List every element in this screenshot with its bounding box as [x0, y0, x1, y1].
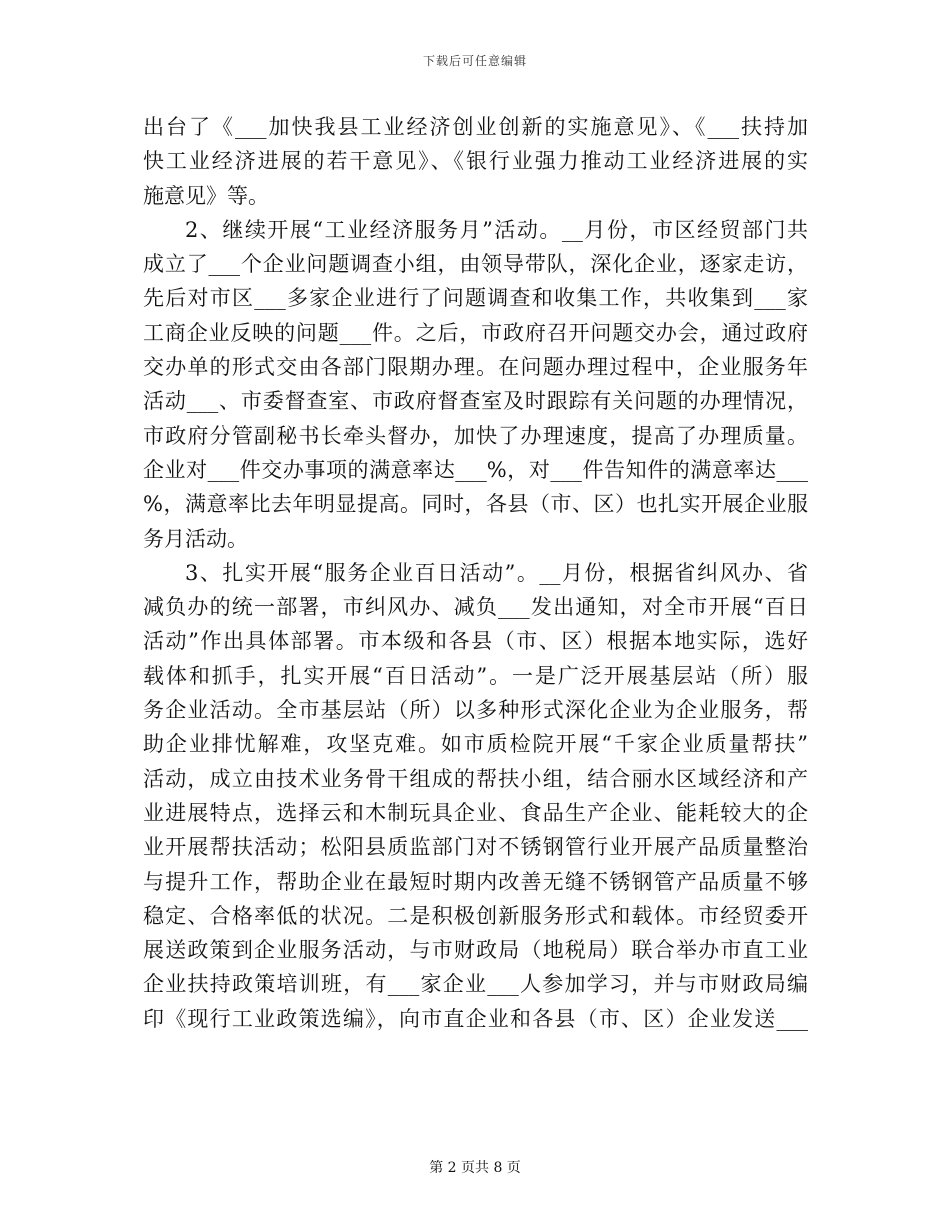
paragraph-2-line-7: 市政府分管副秘书长牵头督办，加快了办理速度，提高了办理质量。 — [143, 423, 808, 448]
paragraph-3-line-11: 稳定、合格率低的状况。二是积极创新服务形式和载体。市经贸委开 — [143, 903, 808, 928]
paragraph-2-line-9: %，满意率比去年明显提高。同时，各县（市、区）也扎实开展企业服 — [143, 492, 808, 517]
paragraph-3-line-12: 展送政策到企业服务活动，与市财政局（地税局）联合举办市直工业 — [143, 938, 808, 963]
paragraph-3-line-7: 活动，成立由技术业务骨干组成的帮扶小组，结合丽水区域经济和产 — [143, 766, 808, 791]
document-body — [143, 110, 808, 1036]
paragraph-2-line-4: 工商企业反映的问题___件。之后，市政府召开问题交办会，通过政府 — [143, 320, 808, 345]
paragraph-1-line-2: 快工业经济进展的若干意见》、《银行业强力推动工业经济进展的实 — [143, 149, 808, 174]
paragraph-3-line-9: 业开展帮扶活动；松阳县质监部门对不锈钢管行业开展产品质量整治 — [143, 835, 808, 860]
page-footer: 第 2 页共 8 页 — [429, 1160, 521, 1176]
paragraph-2-line-3: 先后对市区___多家企业进行了问题调查和收集工作，共收集到___家 — [143, 286, 808, 311]
paragraph-3-line-14: 印《现行工业政策选编》，向市直企业和各县（市、区）企业发送___ — [143, 1006, 808, 1031]
paragraph-3-line-4: 载体和抓手，扎实开展“百日活动”。一是广泛开展基层站（所）服 — [143, 663, 808, 688]
paragraph-2-line-5: 交办单的形式交由各部门限期办理。在问题办理过程中，企业服务年 — [143, 355, 808, 380]
paragraph-3-line-8: 业进展特点，选择云和木制玩具企业、食品生产企业、能耗较大的企 — [143, 800, 808, 825]
paragraph-3-line-13: 企业扶持政策培训班，有___家企业___人参加学习，并与市财政局编 — [143, 972, 808, 997]
paragraph-2-line-6: 活动___、市委督查室、市政府督查室及时跟踪有关问题的办理情况， — [143, 389, 808, 414]
paragraph-2-line-1: 2、继续开展“工业经济服务月”活动。__月份，市区经贸部门共 — [185, 217, 808, 242]
paragraph-3-line-10: 与提升工作，帮助企业在最短时期内改善无缝不锈钢管产品质量不够 — [143, 869, 808, 894]
paragraph-3-line-3: 活动”作出具体部署。市本级和各县（市、区）根据本地实际，选好 — [143, 629, 808, 654]
paragraph-2-line-2: 成立了___个企业问题调查小组，由领导带队，深化企业，逐家走访， — [143, 252, 808, 277]
paragraph-3-line-5: 务企业活动。全市基层站（所）以多种形式深化企业为企业服务，帮 — [143, 698, 808, 723]
paragraph-3-line-2: 减负办的统一部署，市纠风办、减负___发出通知，对全市开展“百日 — [143, 595, 808, 620]
paragraph-1-line-3: 施意见》等。 — [143, 183, 269, 208]
paragraph-3-line-1: 3、扎实开展“服务企业百日活动”。__月份，根据省纠风办、省 — [185, 560, 808, 585]
paragraph-1-line-1: 出台了《___加快我县工业经济创业创新的实施意见》、《___扶持加 — [143, 115, 808, 139]
page-header: 下载后可任意编辑 — [422, 54, 527, 68]
paragraph-3-line-6: 助企业排忧解难，攻坚克难。如市质检院开展“千家企业质量帮扶” — [143, 732, 808, 757]
paragraph-2-line-8: 企业对___件交办事项的满意率达___%，对___件告知件的满意率达___ — [143, 457, 808, 482]
paragraph-2-line-10: 务月活动。 — [143, 526, 248, 551]
